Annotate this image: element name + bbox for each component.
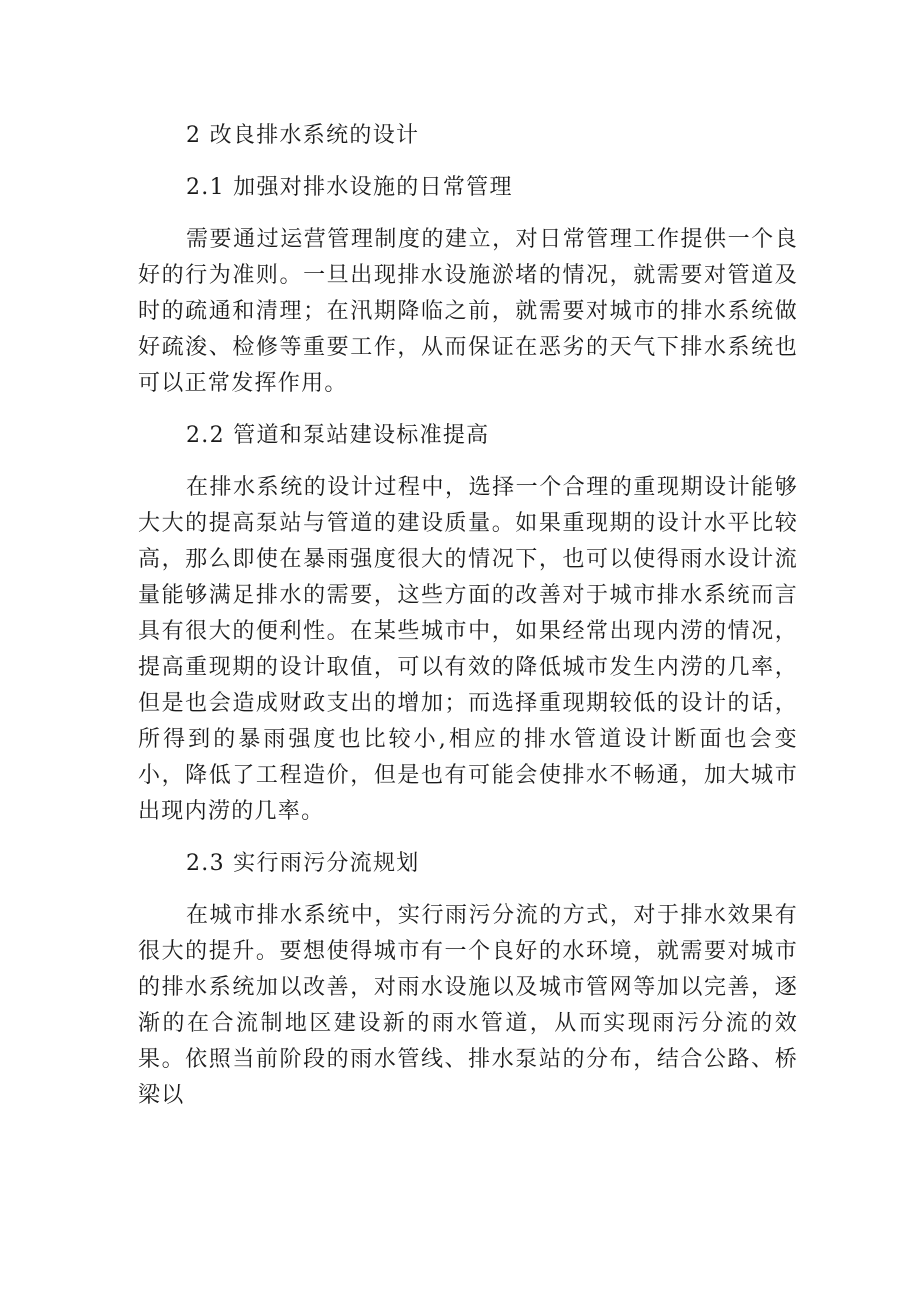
section-2-2-heading: 2.2 管道和泵站建设标准提高 <box>186 423 490 448</box>
section-2-3-heading: 2.3 实行雨污分流规划 <box>186 851 420 876</box>
section-2-3-paragraph: 在城市排水系统中，实行雨污分流的方式，对于排水效果有很大的提升。要想使得城市有一个良好的水环境，就需要对城市的排水系统加以改善，对雨水设施以及城市管网等加以完善，逐渐的在合流制地区建设新的雨水管道，从而实现雨污分流的效果。依照当前阶段的雨水管线、排水泵站的分布，结合公路、桥梁以 <box>138 903 798 1108</box>
section-2-1-paragraph: 需要通过运营管理制度的建立，对日常管理工作提供一个良好的行为准则。一旦出现排水设施淤堵的情况，就需要对管道及时的疏通和清理；在汛期降临之前，就需要对城市的排水系统做好疏浚、检修等重要工作，从而保证在恶劣的天气下排水系统也可以正常发挥作用。 <box>138 227 798 396</box>
document-body <box>138 118 798 1114</box>
section-2-2-paragraph: 在排水系统的设计过程中，选择一个合理的重现期设计能够大大的提高泵站与管道的建设质量。如果重现期的设计水平比较高，那么即使在暴雨强度很大的情况下，也可以使得雨水设计流量能够满足排水的需要，这些方面的改善对于城市排水系统而言具有很大的便利性。在某些城市中，如果经常出现内涝的情况，提高重现期的设计取值，可以有效的降低城市发生内涝的几率，但是也会造成财政支出的增加；而选择重现期较低的设计的话，所得到的暴雨强度也比较小,相应的排水管道设计断面也会变小，降低了工程造价，但是也有可能会使排水不畅通，加大城市出现内涝的几率。 <box>138 475 798 824</box>
section-2-heading: 2 改良排水系统的设计 <box>186 123 420 148</box>
section-2-1-heading: 2.1 加强对排水设施的日常管理 <box>186 175 513 200</box>
